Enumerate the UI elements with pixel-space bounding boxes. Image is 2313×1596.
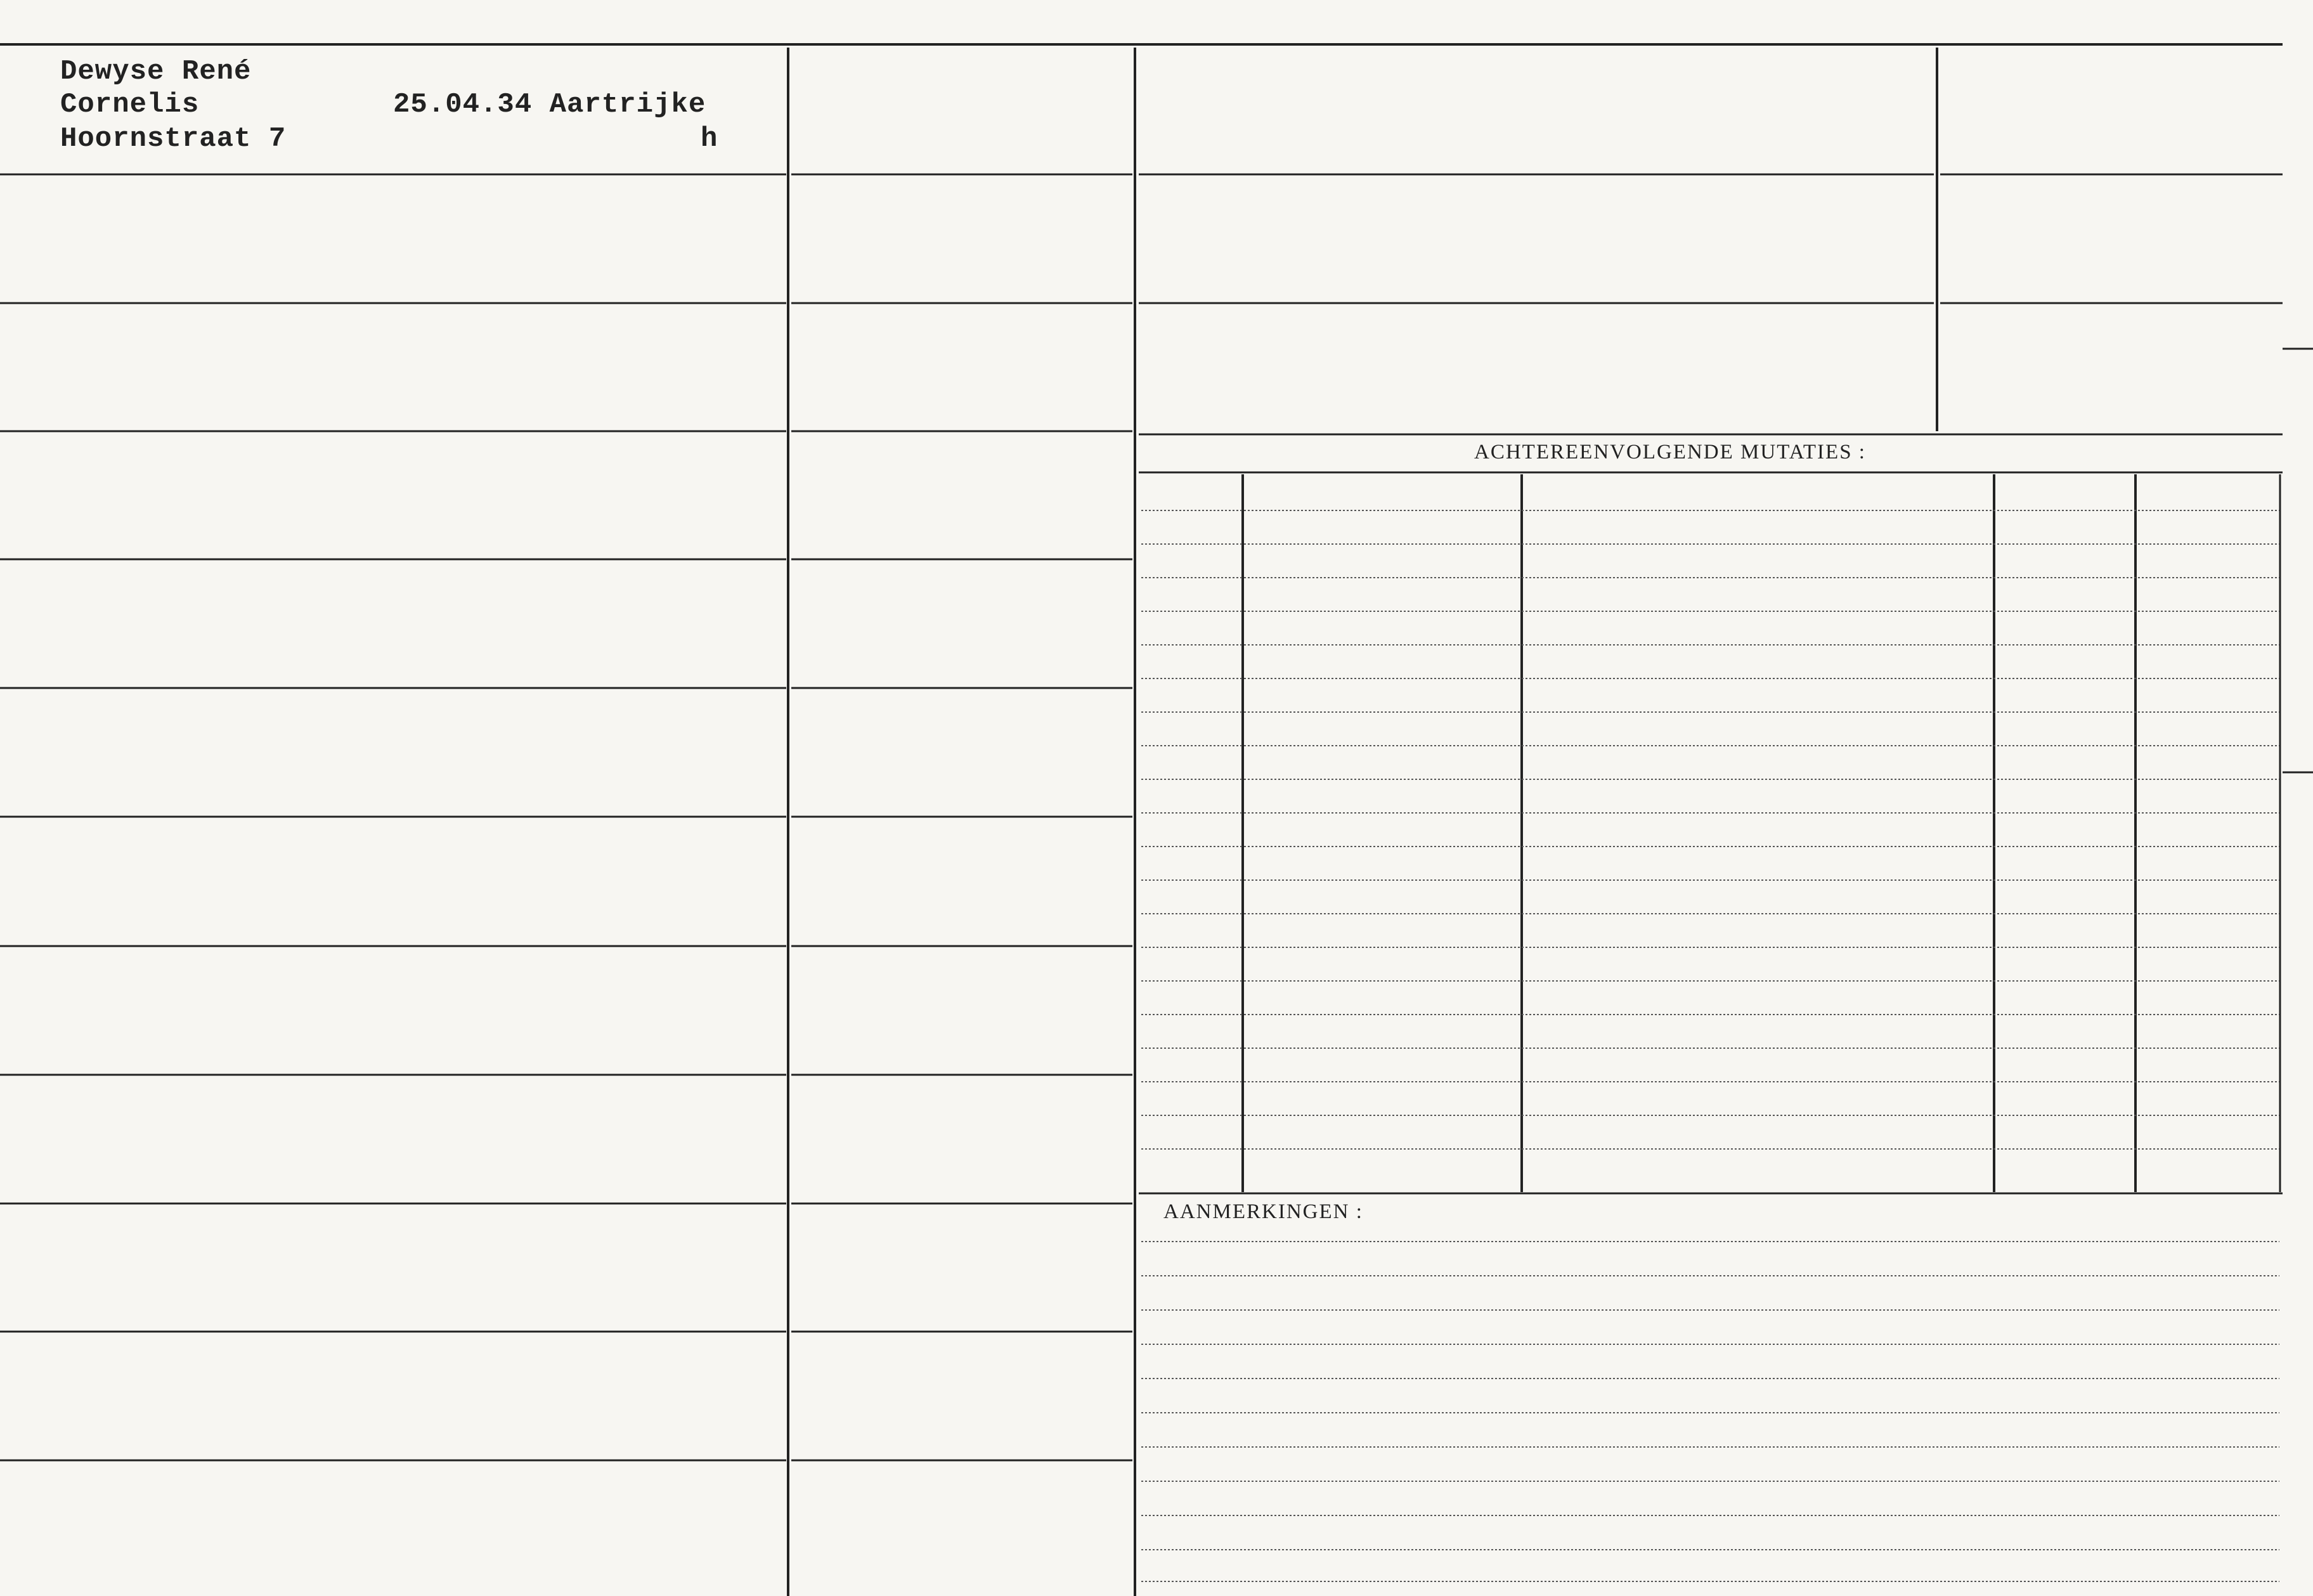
typed-mark: h xyxy=(701,123,718,155)
birth-date-place: 25.04.34 Aartrijke xyxy=(393,89,706,120)
person-name: Dewyse René xyxy=(60,56,252,88)
given-name: Cornelis xyxy=(60,89,200,120)
street-address: Hoornstraat 7 xyxy=(60,123,287,155)
mutations-heading: ACHTEREENVOLGENDE MUTATIES : xyxy=(1474,441,1866,464)
remarks-heading: AANMERKINGEN : xyxy=(1163,1200,1363,1223)
